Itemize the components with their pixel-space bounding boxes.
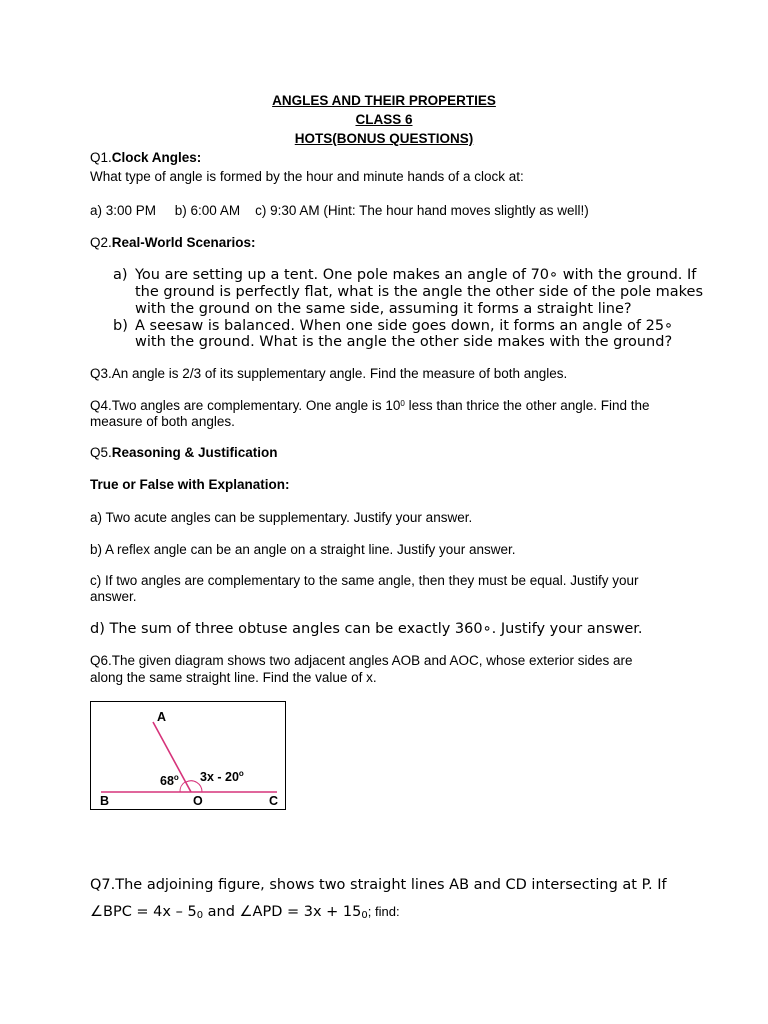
q5-subheading: True or False with Explanation:	[90, 477, 290, 492]
q1-title: Clock Angles:	[111, 150, 202, 165]
q2-item-b-line-2: with the ground. What is the angle the other side makes with the ground?	[135, 334, 673, 350]
q6-diagram	[90, 701, 286, 810]
q5-item-d: d) The sum of three obtuse angles can be exactly 360∘. Justify your answer.	[90, 621, 643, 637]
angle-aoc-value: 3x - 20	[200, 770, 239, 784]
q5-item-c-line-2: answer.	[90, 589, 137, 604]
page-subtitle: HOTS(BONUS QUESTIONS)	[294, 131, 474, 146]
q4-line-2: measure of both angles.	[90, 414, 235, 429]
q4-degree-sup: 0	[400, 399, 405, 408]
q7-angle-bpc: ∠BPC = 4x – 5	[90, 904, 197, 920]
q4-text-part-1: Q4.Two angles are complementary. One angle is 10	[90, 398, 401, 413]
q6-diagram-svg	[91, 702, 285, 809]
q2-item-a-line-3: with the ground on the same side, assuming it forms a straight line?	[135, 301, 632, 317]
q7-degree-1: 0	[196, 910, 204, 921]
angle-aob-label	[160, 773, 179, 788]
class-label: CLASS 6	[355, 112, 413, 127]
angle-aob-value: 68	[160, 774, 174, 788]
page-title: ANGLES AND THEIR PROPERTIES	[272, 93, 496, 108]
q5-item-a: a) Two acute angles can be supplementary. Justify your answer.	[90, 510, 473, 525]
angle-aob-degree: o	[173, 773, 179, 782]
q3-text: Q3.An angle is 2/3 of its supplementary angle. Find the measure of both angles.	[90, 366, 568, 381]
q2-item-a-marker: a)	[113, 267, 128, 283]
angle-arc-aob	[180, 782, 185, 792]
q1-number: Q1.	[90, 150, 112, 165]
q2-item-b-line-1: A seesaw is balanced. When one side goes down, it forms an angle of 25∘	[135, 318, 674, 334]
label-b: B	[100, 794, 110, 808]
q2-number: Q2.	[90, 235, 112, 250]
label-c: C	[269, 794, 279, 808]
q6-line-1: Q6.The given diagram shows two adjacent angles AOB and AOC, whose exterior sides are	[90, 653, 633, 668]
q2-item-a-line-2: the ground is perfectly flat, what is the angle the other side of the pole makes	[135, 284, 704, 300]
q1-prompt: What type of angle is formed by the hour and minute hands of a clock at:	[90, 169, 524, 184]
q4-line-1	[90, 398, 650, 414]
q2-heading	[90, 235, 256, 251]
q5-title: Reasoning & Justification	[111, 445, 278, 460]
q4-text-part-2: less than thrice the other angle. Find the	[404, 398, 650, 413]
q7-find: ; find:	[367, 904, 400, 919]
q1-options: a) 3:00 PM b) 6:00 AM c) 9:30 AM (Hint: The hour hand moves slightly as well!)	[90, 203, 589, 218]
q5-heading	[90, 445, 278, 461]
q7-line-1: Q7.The adjoining figure, shows two straight lines AB and CD intersecting at P. If	[90, 877, 667, 893]
label-a: A	[157, 710, 167, 724]
label-o: O	[193, 794, 203, 808]
q6-line-2: along the same straight line. Find the value of x.	[90, 670, 377, 685]
q2-title: Real-World Scenarios:	[111, 235, 256, 250]
q2-item-b-marker: b)	[113, 318, 128, 334]
q7-line-2	[90, 903, 400, 923]
q2-item-a-line-1: You are setting up a tent. One pole makes an angle of 70∘ with the ground. If	[135, 267, 697, 283]
q7-angle-apd: and ∠APD = 3x + 15	[203, 904, 362, 920]
angle-aoc-degree: o	[238, 769, 244, 778]
q5-item-c-line-1: c) If two angles are complementary to the same angle, then they must be equal. Justify your	[90, 573, 639, 588]
q5-item-b: b) A reflex angle can be an angle on a straight line. Justify your answer.	[90, 542, 516, 557]
q5-number: Q5.	[90, 445, 112, 460]
q7-degree-2: 0	[361, 910, 368, 921]
angle-aoc-label	[200, 769, 244, 784]
q1-heading	[90, 150, 201, 166]
